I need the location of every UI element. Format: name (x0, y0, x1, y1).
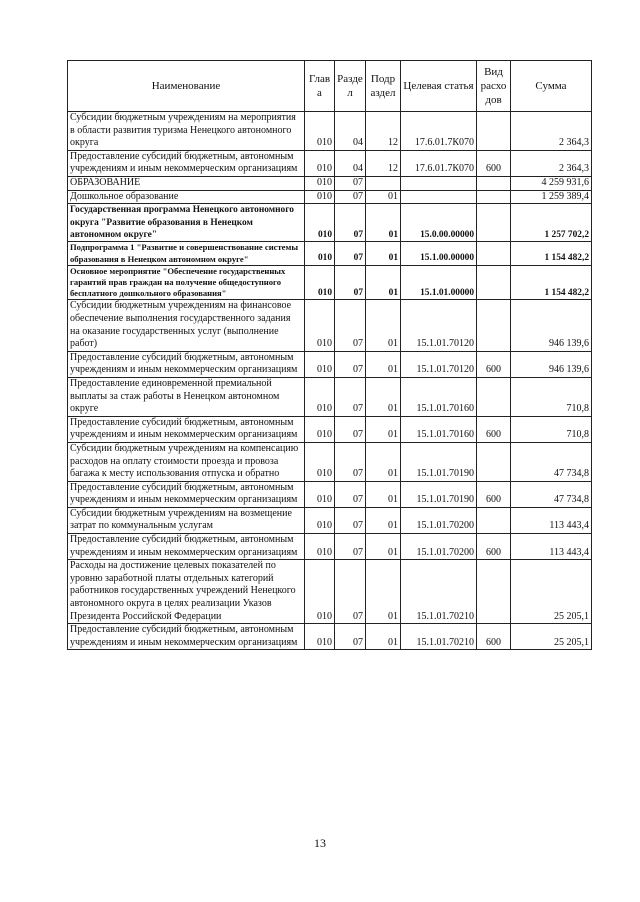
row-celevaya-statya: 15.1.01.70210 (401, 624, 477, 650)
row-summa: 4 259 931,6 (511, 176, 592, 190)
row-name: Предоставление субсидий бюджетным, автономным учреждениям и иным некоммерческим организациям (68, 150, 305, 176)
row-vid-rashodov (477, 442, 511, 481)
row-razdel: 07 (335, 265, 366, 300)
row-razdel: 07 (335, 377, 366, 416)
row-vid-rashodov: 600 (477, 351, 511, 377)
table-row (68, 560, 592, 624)
row-celevaya-statya: 15.1.01.70200 (401, 507, 477, 533)
row-glava: 010 (305, 204, 335, 242)
row-vid-rashodov: 600 (477, 150, 511, 176)
row-podrazdel: 01 (366, 624, 401, 650)
row-razdel: 07 (335, 534, 366, 560)
row-podrazdel: 01 (366, 377, 401, 416)
header-summa: Сумма (511, 61, 592, 112)
row-name: Субсидии бюджетным учреждениям на мероприятия в области развития туризма Ненецкого автономного округа (68, 112, 305, 151)
table-row (68, 481, 592, 507)
row-celevaya-statya: 15.1.01.70210 (401, 560, 477, 624)
row-podrazdel (366, 176, 401, 190)
table-row (68, 265, 592, 300)
row-razdel: 07 (335, 481, 366, 507)
row-podrazdel: 01 (366, 351, 401, 377)
row-glava: 010 (305, 150, 335, 176)
row-podrazdel: 01 (366, 442, 401, 481)
table-row (68, 150, 592, 176)
table-row (68, 377, 592, 416)
row-podrazdel: 01 (366, 242, 401, 265)
header-celevaya-statya: Целевая статья (401, 61, 477, 112)
row-vid-rashodov (477, 507, 511, 533)
table-row (68, 507, 592, 533)
row-vid-rashodov (477, 176, 511, 190)
row-name: Субсидии бюджетным учреждениям на возмещение затрат по коммунальным услугам (68, 507, 305, 533)
row-summa: 2 364,3 (511, 150, 592, 176)
row-glava: 010 (305, 442, 335, 481)
row-celevaya-statya: 17.6.01.7К070 (401, 112, 477, 151)
row-vid-rashodov: 600 (477, 534, 511, 560)
table-row (68, 176, 592, 190)
row-podrazdel: 12 (366, 112, 401, 151)
row-celevaya-statya: 15.1.01.00000 (401, 265, 477, 300)
header-podrazdel: Подр аздел (366, 61, 401, 112)
row-name: Расходы на достижение целевых показателей по уровню заработной платы отдельных категорий работников государственных учреждений Ненецкого автономного округа в целях реализации Указов Президента Российской Федерации (68, 560, 305, 624)
header-vid-rashodov: Вид расхо дов (477, 61, 511, 112)
table-row (68, 351, 592, 377)
row-name: Основное мероприятие "Обеспечение государственных гарантий прав граждан на получение общедоступного бесплатного дошкольного образования" (68, 265, 305, 300)
row-glava: 010 (305, 416, 335, 442)
row-razdel: 07 (335, 442, 366, 481)
row-glava: 010 (305, 560, 335, 624)
row-name: Предоставление субсидий бюджетным, автономным учреждениям и иным некоммерческим организациям (68, 481, 305, 507)
table-row (68, 242, 592, 265)
row-podrazdel: 01 (366, 265, 401, 300)
row-vid-rashodov: 600 (477, 481, 511, 507)
row-glava: 010 (305, 351, 335, 377)
row-vid-rashodov (477, 112, 511, 151)
row-name: Подпрограмма 1 "Развитие и совершенствование системы образования в Ненецком автономном округе" (68, 242, 305, 265)
row-podrazdel: 01 (366, 300, 401, 351)
row-podrazdel: 01 (366, 534, 401, 560)
row-glava: 010 (305, 265, 335, 300)
row-name: ОБРАЗОВАНИЕ (68, 176, 305, 190)
row-glava: 010 (305, 242, 335, 265)
row-vid-rashodov (477, 204, 511, 242)
row-vid-rashodov (477, 377, 511, 416)
row-celevaya-statya: 15.1.01.70190 (401, 442, 477, 481)
row-celevaya-statya: 15.1.00.00000 (401, 242, 477, 265)
row-summa: 113 443,4 (511, 534, 592, 560)
row-summa: 710,8 (511, 377, 592, 416)
row-razdel: 07 (335, 507, 366, 533)
row-name: Предоставление субсидий бюджетным, автономным учреждениям и иным некоммерческим организациям (68, 624, 305, 650)
row-celevaya-statya: 17.6.01.7К070 (401, 150, 477, 176)
header-name: Наименование (68, 61, 305, 112)
row-glava: 010 (305, 300, 335, 351)
row-summa: 710,8 (511, 416, 592, 442)
row-summa: 946 139,6 (511, 300, 592, 351)
row-razdel: 04 (335, 112, 366, 151)
row-glava: 010 (305, 481, 335, 507)
row-name: Предоставление субсидий бюджетным, автономным учреждениям и иным некоммерческим организациям (68, 351, 305, 377)
row-celevaya-statya (401, 190, 477, 204)
row-razdel: 07 (335, 242, 366, 265)
table-row (68, 442, 592, 481)
budget-table (67, 60, 592, 650)
row-glava: 010 (305, 176, 335, 190)
row-vid-rashodov: 600 (477, 624, 511, 650)
row-podrazdel: 01 (366, 416, 401, 442)
row-vid-rashodov (477, 190, 511, 204)
row-name: Предоставление субсидий бюджетным, автономным учреждениям и иным некоммерческим организациям (68, 534, 305, 560)
row-vid-rashodov (477, 265, 511, 300)
table-row (68, 624, 592, 650)
row-podrazdel: 12 (366, 150, 401, 176)
row-celevaya-statya: 15.1.01.70200 (401, 534, 477, 560)
row-vid-rashodov (477, 300, 511, 351)
row-vid-rashodov (477, 242, 511, 265)
row-podrazdel: 01 (366, 481, 401, 507)
row-celevaya-statya (401, 176, 477, 190)
row-name: Предоставление субсидий бюджетным, автономным учреждениям и иным некоммерческим организациям (68, 416, 305, 442)
row-vid-rashodov (477, 560, 511, 624)
row-razdel: 07 (335, 351, 366, 377)
row-razdel: 04 (335, 150, 366, 176)
row-celevaya-statya: 15.1.01.70190 (401, 481, 477, 507)
row-summa: 1 154 482,2 (511, 242, 592, 265)
row-summa: 1 154 482,2 (511, 265, 592, 300)
row-vid-rashodov: 600 (477, 416, 511, 442)
row-summa: 1 257 702,2 (511, 204, 592, 242)
row-razdel: 07 (335, 190, 366, 204)
row-glava: 010 (305, 507, 335, 533)
row-name: Субсидии бюджетным учреждениям на компенсацию расходов на оплату стоимости проезда и провоза багажа к месту использования отпуска и обратно (68, 442, 305, 481)
row-summa: 47 734,8 (511, 442, 592, 481)
row-podrazdel: 01 (366, 190, 401, 204)
table-row (68, 534, 592, 560)
table-row (68, 190, 592, 204)
row-glava: 010 (305, 377, 335, 416)
row-name: Субсидии бюджетным учреждениям на финансовое обеспечение выполнения государственного задания на оказание государственных услуг (выполнение работ) (68, 300, 305, 351)
row-summa: 47 734,8 (511, 481, 592, 507)
row-podrazdel: 01 (366, 204, 401, 242)
row-name: Предоставление единовременной премиальной выплаты за стаж работы в Ненецком автономном округе (68, 377, 305, 416)
row-podrazdel: 01 (366, 560, 401, 624)
row-razdel: 07 (335, 204, 366, 242)
row-razdel: 07 (335, 416, 366, 442)
row-summa: 25 205,1 (511, 560, 592, 624)
row-summa: 946 139,6 (511, 351, 592, 377)
row-razdel: 07 (335, 300, 366, 351)
row-glava: 010 (305, 190, 335, 204)
row-celevaya-statya: 15.1.01.70120 (401, 300, 477, 351)
row-celevaya-statya: 15.1.01.70120 (401, 351, 477, 377)
row-name: Дошкольное образование (68, 190, 305, 204)
table-row (68, 300, 592, 351)
header-glava: Глав а (305, 61, 335, 112)
row-glava: 010 (305, 624, 335, 650)
row-glava: 010 (305, 534, 335, 560)
row-razdel: 07 (335, 624, 366, 650)
row-summa: 25 205,1 (511, 624, 592, 650)
table-row (68, 112, 592, 151)
header-razdel: Разде л (335, 61, 366, 112)
row-celevaya-statya: 15.0.00.00000 (401, 204, 477, 242)
row-summa: 113 443,4 (511, 507, 592, 533)
table-row (68, 416, 592, 442)
table-row (68, 204, 592, 242)
row-glava: 010 (305, 112, 335, 151)
row-celevaya-statya: 15.1.01.70160 (401, 416, 477, 442)
row-razdel: 07 (335, 176, 366, 190)
row-summa: 1 259 389,4 (511, 190, 592, 204)
row-summa: 2 364,3 (511, 112, 592, 151)
row-celevaya-statya: 15.1.01.70160 (401, 377, 477, 416)
row-podrazdel: 01 (366, 507, 401, 533)
row-razdel: 07 (335, 560, 366, 624)
table-header-row (68, 61, 592, 112)
row-name: Государственная программа Ненецкого автономного округа "Развитие образования в Ненецком автономном округе" (68, 204, 305, 242)
page-number: 13 (314, 836, 326, 850)
